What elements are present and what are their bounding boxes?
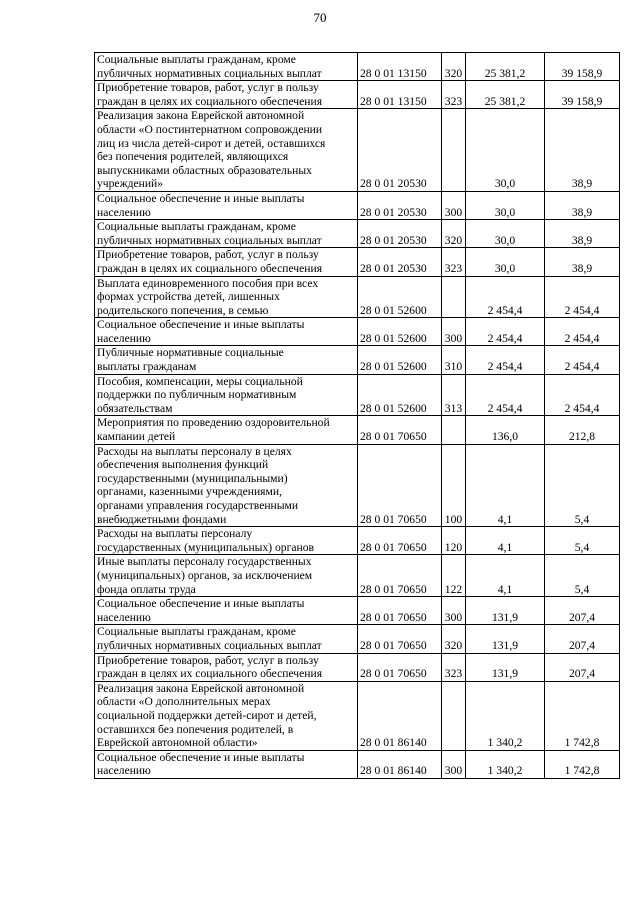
row-name [95, 653, 358, 681]
row-name-line: Приобретение товаров, работ, услуг в пользу [97, 653, 319, 667]
row-value-1: 1 340,2 [466, 750, 545, 778]
row-code: 28 0 01 20530 [358, 109, 442, 192]
row-vr [442, 681, 466, 750]
row-vr: 120 [442, 527, 466, 555]
row-code: 28 0 01 52600 [358, 374, 442, 416]
row-code: 28 0 01 86140 [358, 681, 442, 750]
row-value-2: 38,9 [545, 220, 620, 248]
row-name-line: Социальные выплаты гражданам, кроме [97, 625, 296, 639]
row-value-2: 5,4 [545, 527, 620, 555]
row-value-1: 131,9 [466, 653, 545, 681]
row-value-1: 2 454,4 [466, 276, 545, 318]
row-code: 28 0 01 70650 [358, 527, 442, 555]
row-name-line: Социальные выплаты гражданам, кроме [97, 220, 296, 234]
table-row [95, 53, 620, 81]
row-value-1: 30,0 [466, 220, 545, 248]
table-row [95, 555, 620, 597]
table-row [95, 625, 620, 653]
table-row [95, 81, 620, 109]
row-value-1: 4,1 [466, 444, 545, 527]
row-name-line: выпускниками областных образовательных [97, 163, 312, 177]
row-name-line: обязательствам [97, 401, 173, 415]
row-code: 28 0 01 52600 [358, 346, 442, 374]
row-code: 28 0 01 20530 [358, 220, 442, 248]
row-name [95, 276, 358, 318]
row-name-line: населению [97, 205, 151, 219]
row-name [95, 527, 358, 555]
row-name-line: Еврейской автономной области» [97, 736, 258, 750]
row-name-line: без попечения родителей, являющихся [97, 150, 289, 164]
row-value-1: 30,0 [466, 248, 545, 276]
row-code: 28 0 01 52600 [358, 276, 442, 318]
row-value-2: 2 454,4 [545, 374, 620, 416]
row-name-line: выплаты гражданам [97, 360, 197, 374]
row-vr: 320 [442, 53, 466, 81]
table-row [95, 248, 620, 276]
row-value-2: 207,4 [545, 653, 620, 681]
row-name-line: Социальные выплаты гражданам, кроме [97, 53, 296, 66]
row-name [95, 191, 358, 219]
budget-table-body [95, 53, 620, 779]
row-name-line: лиц из числа детей-сирот и детей, оставшихся [97, 136, 326, 150]
row-value-2: 38,9 [545, 191, 620, 219]
row-value-1: 2 454,4 [466, 318, 545, 346]
row-name-line: публичных нормативных социальных выплат [97, 233, 322, 247]
table-row [95, 597, 620, 625]
row-vr: 323 [442, 248, 466, 276]
row-value-2: 39 158,9 [545, 53, 620, 81]
table-row [95, 374, 620, 416]
table-row [95, 346, 620, 374]
row-name-line: учреждений» [97, 177, 164, 191]
table-row [95, 416, 620, 444]
row-value-2: 38,9 [545, 109, 620, 192]
row-value-1: 2 454,4 [466, 346, 545, 374]
row-value-2: 207,4 [545, 625, 620, 653]
row-value-2: 38,9 [545, 248, 620, 276]
row-name [95, 374, 358, 416]
row-name-line: формах устройства детей, лишенных [97, 290, 280, 304]
row-code: 28 0 01 13150 [358, 81, 442, 109]
row-value-2: 5,4 [545, 555, 620, 597]
row-code: 28 0 01 70650 [358, 625, 442, 653]
table-row [95, 444, 620, 527]
row-name [95, 109, 358, 192]
row-name-line: органами, казенными учреждениями, [97, 485, 282, 499]
row-value-1: 1 340,2 [466, 681, 545, 750]
row-value-2: 5,4 [545, 444, 620, 527]
row-value-1: 25 381,2 [466, 53, 545, 81]
table-row [95, 681, 620, 750]
row-name-line: граждан в целях их социального обеспечения [97, 261, 323, 275]
row-name [95, 681, 358, 750]
row-vr [442, 416, 466, 444]
row-vr: 323 [442, 81, 466, 109]
row-name [95, 53, 358, 81]
row-name-line: фонда оплаты труда [97, 582, 196, 596]
row-name [95, 81, 358, 109]
row-name [95, 597, 358, 625]
row-name-line: Выплата единовременного пособия при всех [97, 276, 319, 290]
row-name-line: населению [97, 331, 151, 345]
row-name-line: государственными (муниципальными) [97, 471, 288, 485]
row-value-2: 1 742,8 [545, 681, 620, 750]
row-name [95, 625, 358, 653]
row-name-line: населению [97, 610, 151, 624]
row-vr [442, 276, 466, 318]
row-vr: 300 [442, 597, 466, 625]
row-name-line: (муниципальных) органов, за исключением [97, 568, 313, 582]
row-value-1: 136,0 [466, 416, 545, 444]
row-name-line: социальной поддержки детей-сирот и детей, [97, 708, 317, 722]
row-name-line: кампании детей [97, 430, 176, 444]
row-name-line: родительского попечения, в семью [97, 303, 269, 317]
page-number: 70 [313, 10, 327, 25]
table-row [95, 191, 620, 219]
row-name-line: Публичные нормативные социальные [97, 346, 284, 360]
row-name [95, 220, 358, 248]
row-name [95, 750, 358, 778]
row-value-2: 2 454,4 [545, 346, 620, 374]
row-name-line: органами управления государственными [97, 499, 299, 512]
row-code: 28 0 01 52600 [358, 318, 442, 346]
row-vr: 300 [442, 750, 466, 778]
row-value-2: 1 742,8 [545, 750, 620, 778]
row-value-2: 2 454,4 [545, 318, 620, 346]
row-name-line: поддержки по публичным нормативным [97, 388, 297, 402]
row-name [95, 318, 358, 346]
row-name-line: граждан в целях их социального обеспечения [97, 667, 323, 681]
table-row [95, 220, 620, 248]
row-value-1: 30,0 [466, 109, 545, 192]
row-name [95, 416, 358, 444]
row-name-line: Приобретение товаров, работ, услуг в пользу [97, 81, 319, 95]
row-name-line: Расходы на выплаты персоналу в целях [97, 444, 292, 458]
row-value-2: 207,4 [545, 597, 620, 625]
row-code: 28 0 01 20530 [358, 248, 442, 276]
row-name-line: населению [97, 764, 151, 778]
row-name-line: обеспечения выполнения функций [97, 458, 269, 472]
table-row [95, 527, 620, 555]
row-vr [442, 109, 466, 192]
row-code: 28 0 01 13150 [358, 53, 442, 81]
row-code: 28 0 01 70650 [358, 444, 442, 527]
row-code: 28 0 01 70650 [358, 555, 442, 597]
budget-table [94, 52, 620, 779]
row-name [95, 444, 358, 527]
row-vr: 313 [442, 374, 466, 416]
row-vr: 100 [442, 444, 466, 527]
row-name-line: Иные выплаты персоналу государственных [97, 555, 312, 569]
row-code: 28 0 01 20530 [358, 191, 442, 219]
row-name-line: Реализация закона Еврейской автономной [97, 681, 305, 695]
row-value-1: 30,0 [466, 191, 545, 219]
row-name-line: оставшихся без попечения родителей, в [97, 722, 294, 736]
row-vr: 320 [442, 220, 466, 248]
row-value-2: 212,8 [545, 416, 620, 444]
row-value-1: 4,1 [466, 555, 545, 597]
row-name-line: публичных нормативных социальных выплат [97, 638, 322, 652]
table-row [95, 653, 620, 681]
row-code: 28 0 01 86140 [358, 750, 442, 778]
row-name-line: Мероприятия по проведению оздоровительной [97, 416, 330, 430]
row-value-1: 2 454,4 [466, 374, 545, 416]
row-vr: 300 [442, 318, 466, 346]
row-value-2: 39 158,9 [545, 81, 620, 109]
row-value-2: 2 454,4 [545, 276, 620, 318]
row-name-line: граждан в целях их социального обеспечения [97, 94, 323, 108]
row-name-line: внебюджетными фондами [97, 512, 227, 526]
row-name-line: области «О постинтернатном сопровождении [97, 122, 323, 136]
row-name-line: Социальное обеспечение и иные выплаты [97, 750, 305, 764]
row-code: 28 0 01 70650 [358, 597, 442, 625]
row-name [95, 346, 358, 374]
row-name-line: области «О дополнительных мерах [97, 695, 271, 709]
row-vr: 300 [442, 191, 466, 219]
row-name-line: Приобретение товаров, работ, услуг в пользу [97, 248, 319, 262]
row-value-1: 25 381,2 [466, 81, 545, 109]
row-name-line: Реализация закона Еврейской автономной [97, 109, 305, 123]
row-name-line: Социальное обеспечение и иные выплаты [97, 191, 305, 205]
row-name-line: Расходы на выплаты персоналу [97, 527, 253, 541]
row-code: 28 0 01 70650 [358, 416, 442, 444]
table-row [95, 276, 620, 318]
table-row [95, 109, 620, 192]
row-value-1: 4,1 [466, 527, 545, 555]
row-name-line: государственных (муниципальных) органов [97, 540, 314, 554]
table-row [95, 750, 620, 778]
row-name-line: Социальное обеспечение и иные выплаты [97, 597, 305, 611]
row-vr: 323 [442, 653, 466, 681]
row-name-line: Социальное обеспечение и иные выплаты [97, 318, 305, 332]
row-name [95, 248, 358, 276]
row-vr: 122 [442, 555, 466, 597]
row-vr: 310 [442, 346, 466, 374]
row-value-1: 131,9 [466, 597, 545, 625]
row-code: 28 0 01 70650 [358, 653, 442, 681]
row-name [95, 555, 358, 597]
row-name-line: Пособия, компенсации, меры социальной [97, 374, 303, 388]
row-name-line: публичных нормативных социальных выплат [97, 66, 322, 80]
row-value-1: 131,9 [466, 625, 545, 653]
row-vr: 320 [442, 625, 466, 653]
table-row [95, 318, 620, 346]
